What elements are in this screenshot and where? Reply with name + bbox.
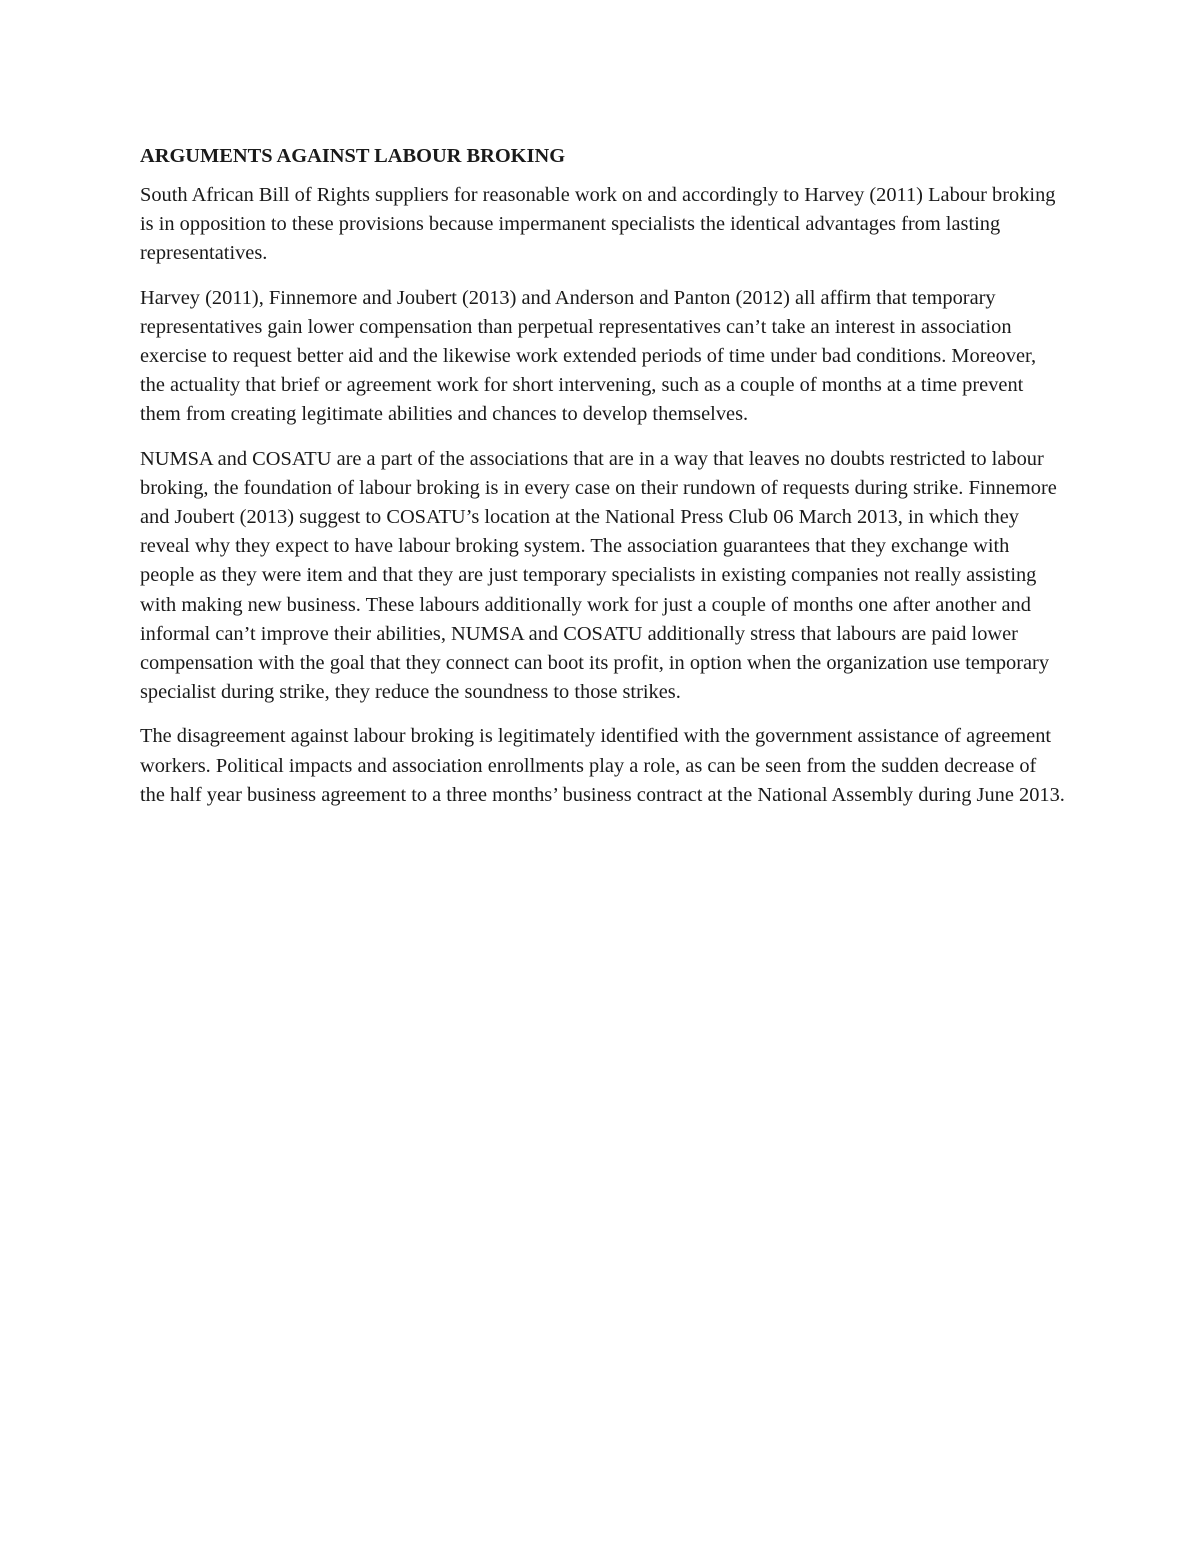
paragraph-2: Harvey (2011), Finnemore and Joubert (2013) and Anderson and Panton (2012) all affirm that temporary representatives gain lower compensation than perpetual representatives can’t take an interest in association exercise to request better aid and the likewise work extended periods of time under bad conditions. Moreover, the actuality that brief or agreement work for short intervening, such as a couple of months at a time prevent them from creating legitimate abilities and chances to develop themselves. [140,286,1037,426]
paragraph-1: South African Bill of Rights suppliers for reasonable work on and accordingly to Harvey (2011) Labour broking is in opposition to these provisions because impermanent specialists the identical advantages from lasting representatives. [140,184,1056,265]
document-heading: ARGUMENTS AGAINST LABOUR BROKING [140,145,566,167]
paragraph-3: NUMSA and COSATU are a part of the associations that are in a way that leaves no doubts restricted to labour broking, the foundation of labour broking is in every case on their rundown of requests during strike. Finnemore and Joubert (2013) suggest to COSATU’s location at the National Press Club 06 March 2013, in which they reveal why they expect to have labour broking system. The association guarantees that they exchange with people as they were item and that they are just temporary specialists in existing companies not really assisting with making new business. These labours additionally work for just a couple of months one after another and informal can’t improve their abilities, NUMSA and COSATU additionally stress that labours are paid lower compensation with the goal that they connect can boot its profit, in option when the organization use temporary specialist during strike, they reduce the soundness to those strikes. [140,447,1057,704]
paragraph-4: The disagreement against labour broking is legitimately identified with the government assistance of agreement workers. Political impacts and association enrollments play a role, as can be seen from the sudden decrease of the half year business agreement to a three months’ business contract at the National Assembly during June 2013. [140,725,1065,806]
document-body [140,142,1065,825]
